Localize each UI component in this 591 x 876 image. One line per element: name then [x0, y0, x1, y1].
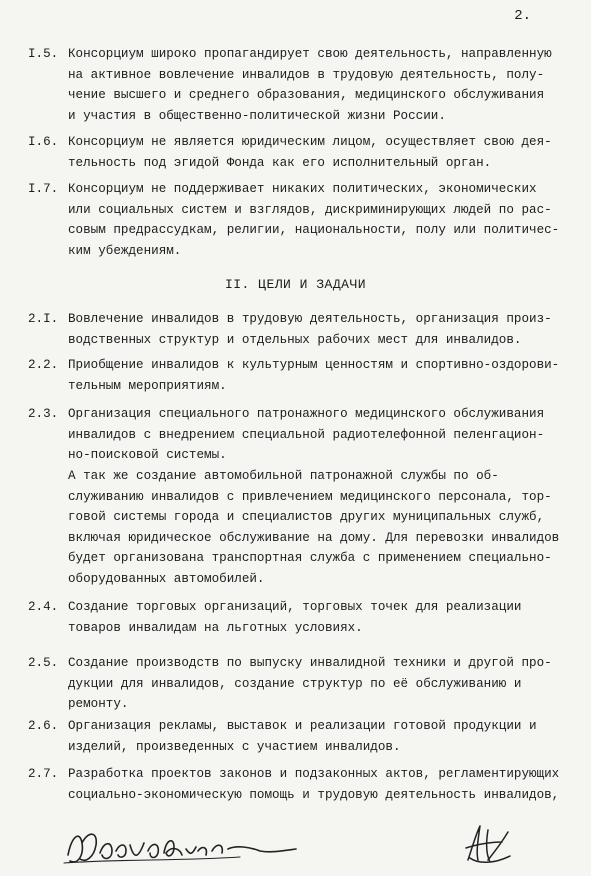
clause-number: I.5. — [28, 47, 59, 61]
clause-text: Консорциум не является юридическим лицом, осуществляет свою дея- тельность под эгидой Фонда как его исполнительный орган. — [68, 135, 552, 170]
clause-2-1 — [28, 309, 568, 350]
clause-text: Организация специального патронажного медицинского обслуживания инвалидов с внедрением специальной радиотелефонной пеленгацион- но-поисковой системы. — [68, 407, 545, 462]
clause-2-5 — [28, 653, 568, 715]
clause-number: 2.4. — [28, 600, 59, 614]
clause-number: 2.I. — [28, 312, 59, 326]
clause-2-3 — [28, 404, 568, 466]
clause-2-6 — [28, 716, 568, 757]
clause-number: I.6. — [28, 135, 59, 149]
clause-1-6 — [28, 132, 568, 173]
clause-text: Приобщение инвалидов к культурным ценностям и спортивно-оздорови- тельным мероприятиям. — [68, 358, 560, 393]
clause-2-7 — [28, 764, 568, 805]
clause-text: Создание производств по выпуску инвалидной техники и другой про- дукции для инвалидов, создание структур по её обслуживанию и ремонту. — [68, 656, 552, 711]
clause-number: I.7. — [28, 182, 59, 196]
clause-text: Консорциум широко пропагандирует свою деятельность, направленную на активное вовлечение инвалидов в трудовую деятельность, полу- чение высшего и среднего образования, медицинского обслуживания и участия в общественно-политической жизни России. — [68, 47, 552, 123]
clause-text: Разработка проектов законов и подзаконных актов, регламентирующих социально-экономическую помощь и трудовую деятельность инвалидов, — [68, 767, 560, 802]
clause-2-4 — [28, 597, 568, 638]
clause-number: 2.3. — [28, 407, 59, 421]
clause-text: Вовлечение инвалидов в трудовую деятельность, организация произ- водственных структур и отдельных рабочих мест для инвалидов. — [68, 312, 552, 347]
clause-text: Организация рекламы, выставок и реализации готовой продукции и изделий, произведенных с участием инвалидов. — [68, 719, 537, 754]
clause-2-3-continuation: А так же создание автомобильной патронажной службы по об- служиванию инвалидов с привлечением медицинского персонала, тор- говой системы города и специалистов других муниципальных служб, включая юридическое обслуживание на дому. Для перевозки инвалидов будет организована транспортная служба с применением специально- оборудованных автомобилей. — [68, 469, 560, 586]
clause-2-2 — [28, 355, 568, 396]
clause-text: Консорциум не поддерживает никаких политических, экономических или социальных систем и взглядов, дискриминирующих людей по рас- совым предрассудкам, религии, национальности, полу или политичес- ким убеждениям. — [68, 182, 560, 258]
clause-text: Создание торговых организаций, торговых точек для реализации товаров инвалидам на льготных условиях. — [68, 600, 522, 635]
clause-1-7 — [28, 179, 568, 261]
signature-right — [458, 820, 518, 868]
page-number: 2. — [514, 8, 531, 24]
clause-1-5 — [28, 44, 568, 126]
signature-left — [60, 825, 310, 870]
section-heading: II. ЦЕЛИ И ЗАДАЧИ — [224, 277, 367, 292]
clause-number: 2.7. — [28, 767, 59, 781]
clause-number: 2.5. — [28, 656, 59, 670]
clause-number: 2.2. — [28, 358, 59, 372]
clause-number: 2.6. — [28, 719, 59, 733]
